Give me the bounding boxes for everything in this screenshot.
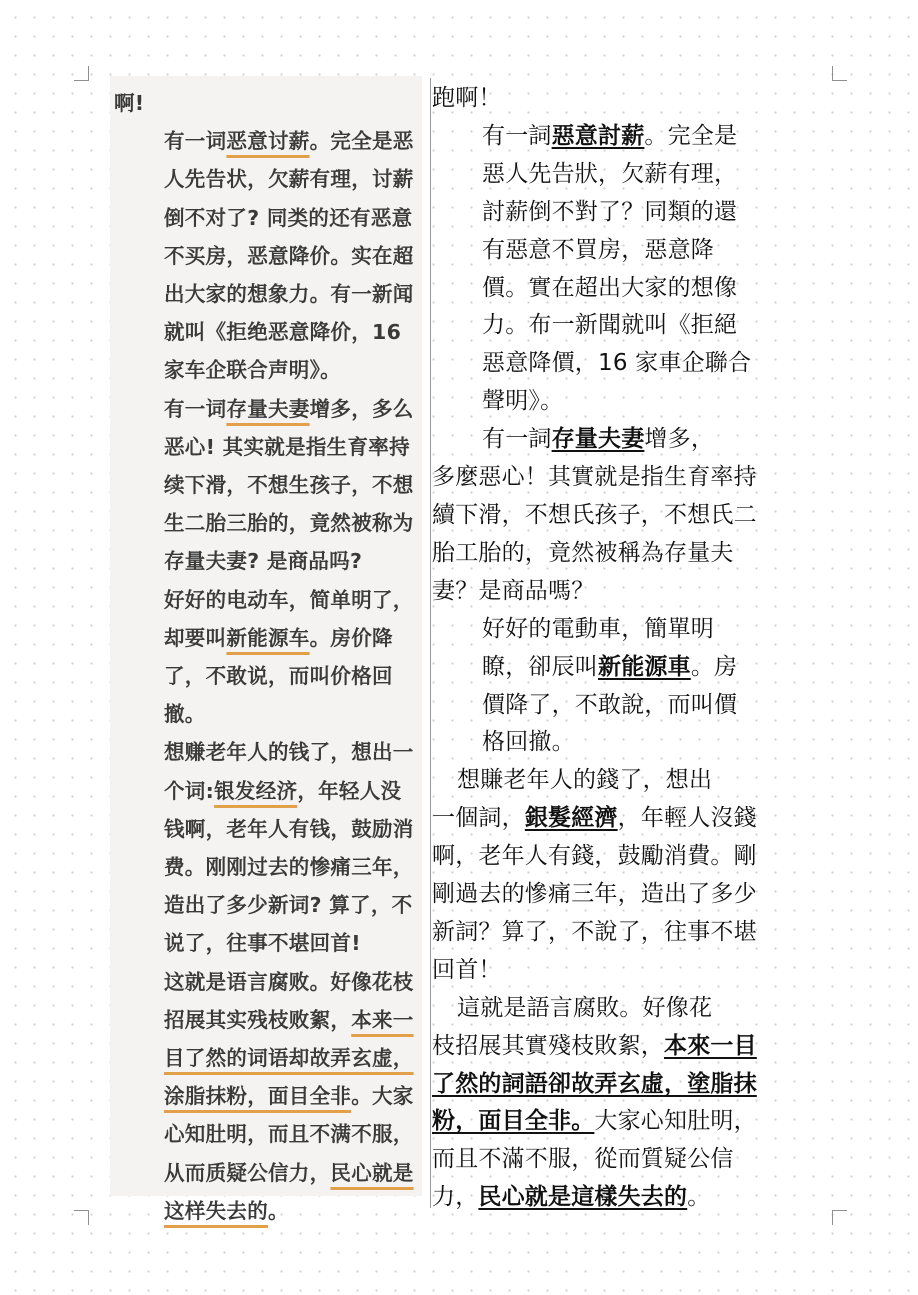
paragraph: 多麼惡心！其實就是指生育率持續下滑，不想氏孩子，不想氏二胎工胎的，竟然被稱為存量夫妻？是商品嗎？ [432,464,757,604]
text-run: 枝招展其實殘枝敗絮， [432,1032,664,1059]
bold-term: 存量夫妻 [551,426,645,453]
text-run: 增多，多么恶心! 其实就是指生育率持续下滑，不想生孩子，不想生二胎三胎的，竟然被称为存量夫妻? 是商品吗? [164,396,414,574]
text-run: 。完全是恶人先告状，欠薪有理，讨薪倒不对了? 同类的还有恶意不买房，恶意降价。实在超出大家的想象力。有一新闻就叫《拒绝恶意降价，16家车企联合声明》。 [164,129,414,383]
highlighted-term: 恶意讨薪 [226,129,310,154]
scan-paragraph [114,581,414,734]
text-run: 想赚老年人的钱了，想出一个词: [164,740,414,803]
paragraph: 跑啊！ [432,85,502,111]
highlighted-term: 银发经济 [214,778,298,803]
text-run: ，年輕人沒錢啊，老年人有錢，鼓勵消費。剛剛過去的慘痛三年，造出了多少新詞？算了，不說了，往事不堪回首！ [432,805,757,983]
text-run: 好好的電動車，簡單明瞭，卻辰叫 [482,615,714,680]
text-run: 这就是语言腐败。好像花枝招展其实残枝败絮， [164,969,414,1032]
text-run: 。完全是惡人先告狀，欠薪有理，討薪倒不對了？同類的還有惡意不買房，惡意降價。實在超出大家的想像力。布一新聞就叫《拒絕惡意降價，16 家車企聯合聲明》。 [482,122,752,415]
text-run: 。大家心知肚明，而且不满不服，从而质疑公信力， [164,1084,414,1185]
scan-paragraph [114,733,414,962]
text-run: 大家心知肚明，而且不滿不服，從而質疑公信力， [432,1108,757,1211]
paragraph [432,118,758,421]
scan-text [114,84,414,1230]
text-run: 有一詞 [482,122,552,149]
text-run: 一個詞， [432,805,525,832]
page-corner-mark [832,1210,847,1225]
highlighted-term: 存量夫妻 [226,396,310,421]
paragraph: 想賺老年人的錢了，想出 [457,767,713,794]
paragraph [432,1028,758,1218]
scan-paragraph [114,963,414,1230]
text-run: 有一词 [164,129,227,154]
page-corner-mark [74,66,89,81]
text-run: 有一词 [164,396,227,421]
embedded-scan-image [110,76,422,1223]
highlighted-term: 民心就是这样失去的 [164,1160,414,1223]
highlighted-term: 本来一目了然的词语却故弄玄虚，涂脂抹粉，面目全非 [164,1007,414,1109]
scan-paragraph [114,122,414,389]
text-run: ，年轻人没钱啊，老年人有钱，鼓励消费。刚刚过去的惨痛三年，造出了多少新词? 算了，不说了，往事不堪回首! [164,778,414,956]
highlighted-term: 新能源车 [226,625,310,650]
text-run: 增多， [644,426,715,453]
paragraph: 這就是語言腐敗。好像花 [457,994,713,1021]
bold-term: 本來一目了然的詞語卻故弄玄虛，塗脂抹粉，面目全非。 [432,1032,757,1135]
bold-term: 民心就是這樣失去的 [478,1184,688,1211]
scan-paragraph [114,390,414,581]
text-run: 。 [268,1198,289,1223]
page-corner-mark [74,1210,89,1225]
paragraph [432,800,758,990]
bold-term: 惡意討薪 [551,122,645,149]
text-run: 好好的电动车，简单明了，却要叫 [164,587,414,650]
text-run: 。房價降了，不敢說，而叫價格回撤。 [482,653,738,756]
traditional-text-column[interactable] [432,80,758,1217]
column-divider [430,78,431,1208]
paragraph [432,421,758,459]
page-corner-mark [832,66,847,81]
scan-paragraph: 啊! [114,91,145,115]
text-run: 有一詞 [482,426,552,453]
bold-term: 銀髮經濟 [524,805,618,832]
bold-term: 新能源車 [598,653,691,680]
text-run: 。 [687,1184,711,1211]
paragraph [432,611,758,763]
text-run: 。房价降了，不敢说，而叫价格回撤。 [164,625,393,727]
